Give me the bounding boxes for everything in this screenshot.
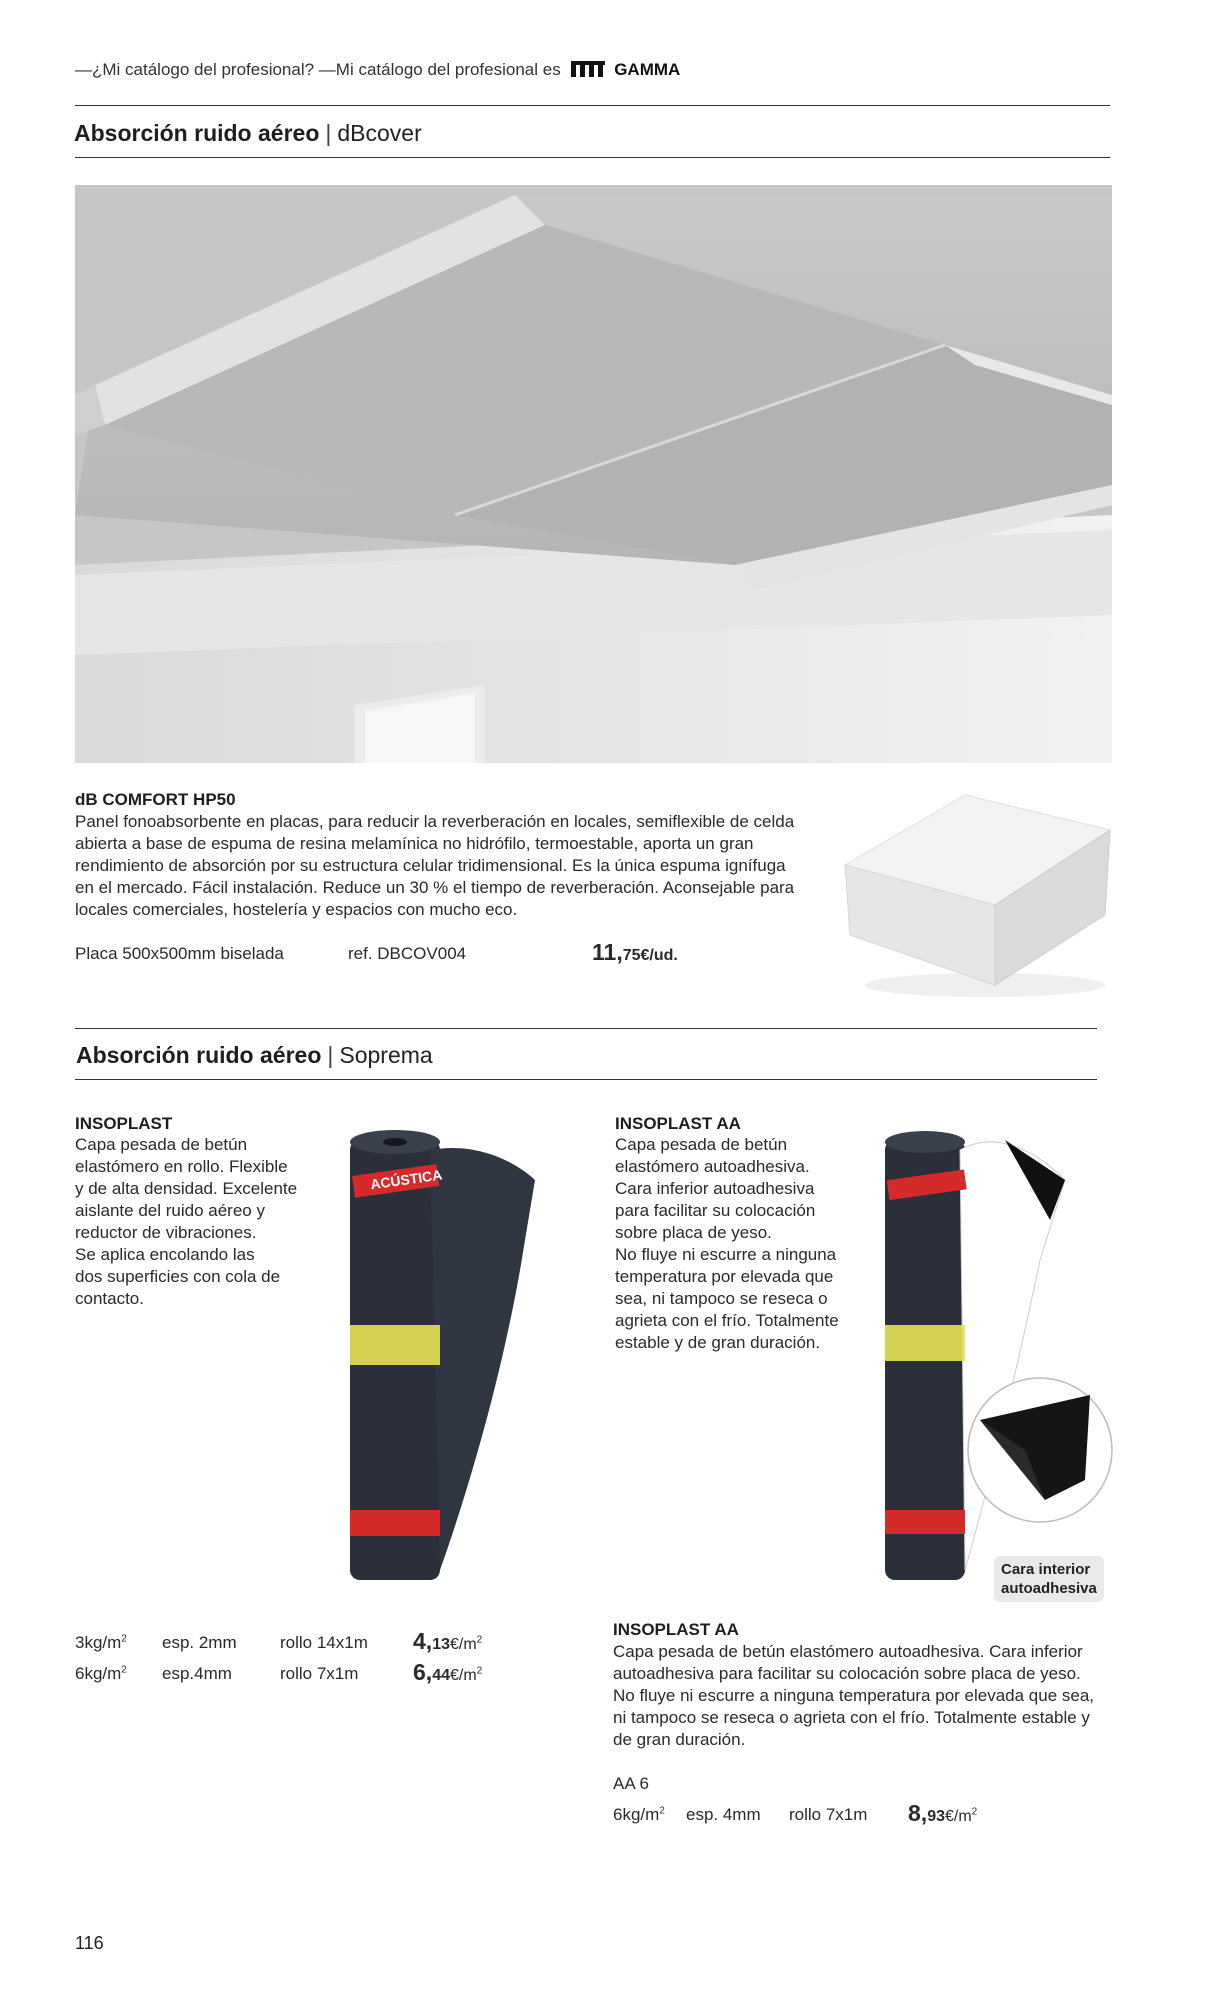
price-decimal: 75 [622,947,641,964]
weight-value: 6kg/m [75,1664,122,1683]
foam-panel-image [835,785,1120,1005]
ceiling-panels-illustration [75,185,1112,763]
desc-line: No fluye ni escurre a ninguna [615,1245,837,1264]
desc-line: elastómero autoadhesiva. [615,1157,810,1176]
desc-line: Capa pesada de betún elastómero autoadhesiva. Cara inferior [613,1642,1083,1661]
desc-line: agrieta con el frío. Totalmente [615,1311,839,1330]
row-roll: rollo 7x1m [789,1805,868,1824]
insoplast-aa-roll-image [875,1120,1120,1590]
weight-value: 3kg/m [75,1633,122,1652]
row-roll: rollo 14x1m [280,1633,368,1652]
section2-top-rule [75,1028,1097,1029]
desc-line: aislante del ruido aéreo y [75,1201,265,1220]
desc-line: estable y de gran duración. [615,1333,821,1352]
section2-separator: | [327,1042,334,1068]
desc-line: Cara inferior autoadhesiva [615,1179,815,1198]
row-thickness: esp. 2mm [162,1633,237,1652]
weight-value: 6kg/m [613,1805,660,1824]
row-weight: $6kg/m^2$ [613,1805,665,1824]
dbcomfort-name: dB COMFORT HP50 [75,790,236,809]
desc-line: No fluye ni escurre a ninguna temperatura por elevada que sea, [613,1686,1095,1705]
roll-label-acustica: ACÚSTICA [369,1166,444,1193]
row-price: $4,13€/m^2$ [413,1628,483,1654]
section2-brand: Soprema [339,1042,433,1068]
header-brand: GAMMA [614,60,681,79]
section1-title-bold: Absorción ruido aéreo [74,120,320,146]
desc-line: Capa pesada de betún [75,1135,248,1154]
desc-line: contacto. [75,1289,144,1308]
insoplast-description [75,1134,297,1310]
section1-brand: dBcover [337,120,422,146]
desc-line: en el mercado. Fácil instalación. Reduce un 30 % el tiempo de reverberación. Aconsejable para [75,878,795,897]
price-integer: 6, [413,1659,433,1685]
insoplast-aa-detail-description [613,1641,1094,1751]
header-tagline [75,60,680,80]
desc-line: sobre placa de yeso. [615,1223,772,1242]
price-decimal: 13 [432,1636,450,1653]
section1-rule [75,157,1110,158]
price-decimal: 93 [927,1808,945,1825]
section2-title [76,1042,433,1069]
foam-panel-icon [835,785,1120,1005]
desc-line: y de alta densidad. Excelente [75,1179,298,1198]
insoplast-aa-model: AA 6 [613,1774,649,1793]
price-unit: €/ud. [640,947,678,964]
caption-line: Cara interior [1001,1561,1091,1578]
section2-rule [75,1079,1097,1080]
desc-line: para facilitar su colocación [615,1201,816,1220]
header-tagline-text: —¿Mi catálogo del profesional? —Mi catálogo del profesional es [75,60,561,79]
price-integer: 8, [908,1800,928,1826]
insoplast-aa-description [615,1134,839,1354]
desc-line: reductor de vibraciones. [75,1223,257,1242]
section2-title-bold: Absorción ruido aéreo [76,1042,322,1068]
row-thickness: esp.4mm [162,1664,232,1683]
row-roll: rollo 7x1m [280,1664,359,1683]
desc-line: abierta a base de espuma de resina melamínica no hidrófilo, termoestable, aporta un gran [75,834,754,853]
header-rule [75,105,1110,106]
desc-line: dos superficies con cola de [75,1267,281,1286]
desc-line: Se aplica encolando las [75,1245,255,1264]
bitumen-roll-icon [335,1120,545,1590]
row-thickness: esp. 4mm [686,1805,761,1824]
insoplast-roll-image [335,1120,545,1590]
page-number: 116 [75,1933,104,1953]
gamma-logo-icon [571,61,605,77]
insoplast-aa-name: INSOPLAST AA [615,1114,741,1133]
desc-line: elastómero en rollo. Flexible [75,1157,288,1176]
desc-line: Capa pesada de betún [615,1135,788,1154]
dbcomfort-description [75,811,815,921]
section1-title [74,120,422,147]
dbcomfort-price [592,939,678,966]
adhesive-caption [994,1556,1104,1602]
row-weight: $6kg/m^2$ [75,1664,127,1683]
row-price: $6,44€/m^2$ [413,1659,483,1685]
desc-line: rendimiento de absorción por su estructura celular tridimensional. Es la única espuma ignífuga [75,856,786,875]
price-integer: 4, [413,1628,433,1654]
desc-line: sea, ni tampoco se reseca o [615,1289,828,1308]
price-decimal: 44 [432,1667,450,1684]
dbcomfort-spec: Placa 500x500mm biselada [75,944,284,963]
price-unit: €/m [449,1667,477,1684]
desc-line: temperatura por elevada que [615,1267,834,1286]
insoplast-aa-detail-name: INSOPLAST AA [613,1620,739,1639]
desc-line: autoadhesiva para facilitar su colocación sobre placa de yeso. [613,1664,1081,1683]
adhesive-roll-icon [875,1120,1120,1590]
price-integer: 11, [592,939,623,965]
desc-line: Panel fonoabsorbente en placas, para reducir la reverberación en locales, semiflexible de celda [75,812,795,831]
row-weight: $3kg/m^2$ [75,1633,127,1652]
insoplast-name: INSOPLAST [75,1114,173,1133]
price-unit: €/m [449,1636,477,1653]
section1-separator: | [325,120,332,146]
price-unit: €/m [944,1808,972,1825]
row-price: $8,93€/m^2$ [908,1800,978,1826]
desc-line: ni tampoco se reseca o agrieta con el frío. Totalmente estable y [613,1708,1090,1727]
ceiling-photo [75,185,1112,763]
desc-line: locales comerciales, hostelería y espacios con mucho eco. [75,900,518,919]
desc-line: de gran duración. [613,1730,746,1749]
caption-line: autoadhesiva [1001,1580,1097,1597]
dbcomfort-ref: ref. DBCOV004 [348,944,467,963]
